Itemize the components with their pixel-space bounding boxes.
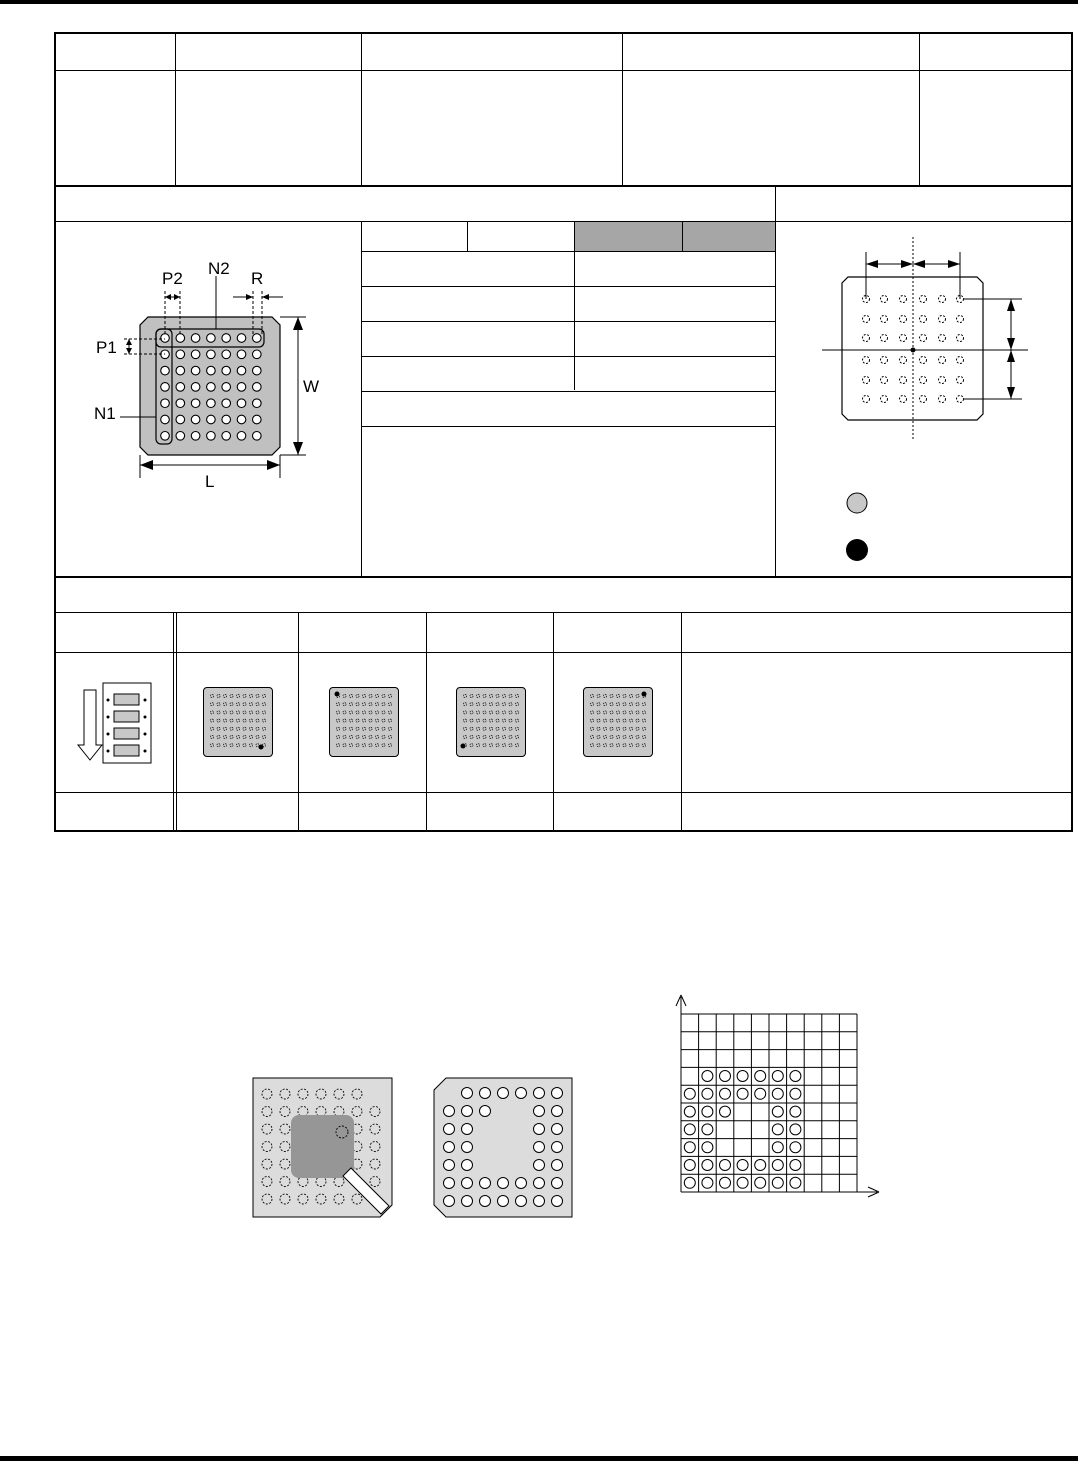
map-ball [684,1124,695,1135]
ball [552,1196,563,1207]
ball [176,399,185,408]
ball [444,1178,455,1189]
legend-grey-dot [847,493,867,513]
label-n1: N1 [94,404,116,423]
ball [191,399,200,408]
ball [462,1160,473,1171]
map-ball [772,1160,783,1171]
ball [161,334,170,343]
ball [176,415,185,424]
map-ball [772,1106,783,1117]
ball [191,334,200,343]
ball [444,1160,455,1171]
ball [534,1106,545,1117]
ball [222,366,231,375]
ball [161,366,170,375]
orientation-package-3 [456,687,526,757]
ball [444,1142,455,1153]
ball [237,334,246,343]
ball [462,1142,473,1153]
table-row-divider [362,251,775,252]
map-ball [684,1106,695,1117]
ball [534,1160,545,1171]
map-ball [755,1160,766,1171]
map-ball [772,1177,783,1188]
table-row-divider [56,185,1072,187]
top-rule [0,0,1078,4]
ball [498,1088,509,1099]
ball [252,432,261,441]
ball [191,432,200,441]
ball [191,350,200,359]
map-ball [755,1071,766,1082]
ball [516,1196,527,1207]
ball [480,1088,491,1099]
ball [161,432,170,441]
table-col-divider [361,34,362,185]
ball [552,1106,563,1117]
table-col-divider [467,222,468,251]
label-p2: P2 [162,269,183,288]
map-ball [737,1088,748,1099]
ball [222,432,231,441]
ball [191,415,200,424]
map-ball [720,1106,731,1117]
label-p1: P1 [96,338,117,357]
ball [462,1178,473,1189]
table-col-divider [298,613,299,830]
map-ball [772,1071,783,1082]
ball [534,1178,545,1189]
table-row-divider [362,356,775,357]
ball [252,383,261,392]
ball [237,366,246,375]
map-ball [684,1088,695,1099]
grey-header-cell [575,222,775,251]
ball [480,1196,491,1207]
map-ball [702,1142,713,1153]
table-row-divider [362,321,775,322]
map-ball [790,1124,801,1135]
ball [176,383,185,392]
ball [534,1088,545,1099]
ball [207,383,216,392]
ball [237,383,246,392]
ball [161,399,170,408]
table-row-divider [362,426,775,427]
ball [552,1124,563,1135]
table-col-divider [775,186,776,576]
ball [480,1106,491,1117]
ball [462,1196,473,1207]
map-ball [702,1088,713,1099]
map-ball [702,1160,713,1171]
map-ball [790,1106,801,1117]
table-col-divider [682,222,683,251]
ball [444,1106,455,1117]
ball-map-grid [0,0,1,1]
ball [222,415,231,424]
table-col-divider [175,34,176,185]
ball [252,399,261,408]
ball [252,415,261,424]
map-ball [790,1071,801,1082]
ball [552,1088,563,1099]
map-ball [737,1160,748,1171]
ball [207,350,216,359]
ball [516,1088,527,1099]
map-ball [772,1142,783,1153]
map-ball [790,1177,801,1188]
map-ball [684,1142,695,1153]
table-row-divider [56,612,1072,613]
map-ball [720,1177,731,1188]
ball [252,334,261,343]
label-n2: N2 [208,259,230,278]
ball [534,1142,545,1153]
label-r: R [251,269,264,288]
ball [222,383,231,392]
table-row-divider [362,391,775,392]
ball [552,1178,563,1189]
map-ball [755,1177,766,1188]
map-ball [702,1071,713,1082]
ball [161,383,170,392]
ball [534,1124,545,1135]
map-ball [720,1160,731,1171]
table-row-divider [56,652,1072,653]
table-col-divider [173,613,174,830]
map-ball [755,1088,766,1099]
nozzle-pad [291,1115,354,1178]
map-ball [772,1124,783,1135]
ball [498,1196,509,1207]
ball [252,350,261,359]
table-col-divider [574,222,575,390]
label-w: W [303,377,320,396]
ball [222,399,231,408]
ball [207,366,216,375]
map-ball [702,1124,713,1135]
ball [176,350,185,359]
bottom-rule [0,1456,1078,1461]
table-row-divider [56,792,1072,793]
ball [207,415,216,424]
legend-black-dot [846,539,868,561]
ball [480,1178,491,1189]
table-col-divider [553,613,554,830]
ball [444,1124,455,1135]
ball [534,1196,545,1207]
ball [176,432,185,441]
table-col-divider [919,34,920,185]
ball [462,1106,473,1117]
ball [237,432,246,441]
map-ball [737,1177,748,1188]
ball [552,1160,563,1171]
ball [237,399,246,408]
ball [237,350,246,359]
ball [552,1142,563,1153]
ball [207,432,216,441]
table-row-divider [362,286,775,287]
table-col-divider [176,613,177,830]
map-ball [702,1106,713,1117]
map-ball [684,1177,695,1188]
table-row-divider [56,221,1072,222]
ball [176,334,185,343]
ball [237,415,246,424]
table-row-divider [56,576,1072,578]
ball [462,1124,473,1135]
ball [444,1196,455,1207]
table-col-divider [622,34,623,185]
ball [191,383,200,392]
map-ball [790,1088,801,1099]
ball [498,1178,509,1189]
orientation-package-2 [329,687,399,757]
ball [222,334,231,343]
ball [516,1178,527,1189]
ball [252,366,261,375]
ball [161,415,170,424]
ball [222,350,231,359]
ball [191,366,200,375]
map-ball [737,1071,748,1082]
ball [207,399,216,408]
label-l: L [205,472,215,491]
table-col-divider [681,613,682,830]
ball [207,334,216,343]
ball [176,366,185,375]
map-ball [702,1177,713,1188]
table-col-divider [361,222,362,576]
map-ball [720,1088,731,1099]
map-ball [772,1088,783,1099]
map-ball [720,1071,731,1082]
map-ball [790,1160,801,1171]
map-ball [790,1142,801,1153]
table-col-divider [426,613,427,830]
ball [462,1088,473,1099]
map-ball [684,1160,695,1171]
orientation-package-4 [583,687,653,757]
